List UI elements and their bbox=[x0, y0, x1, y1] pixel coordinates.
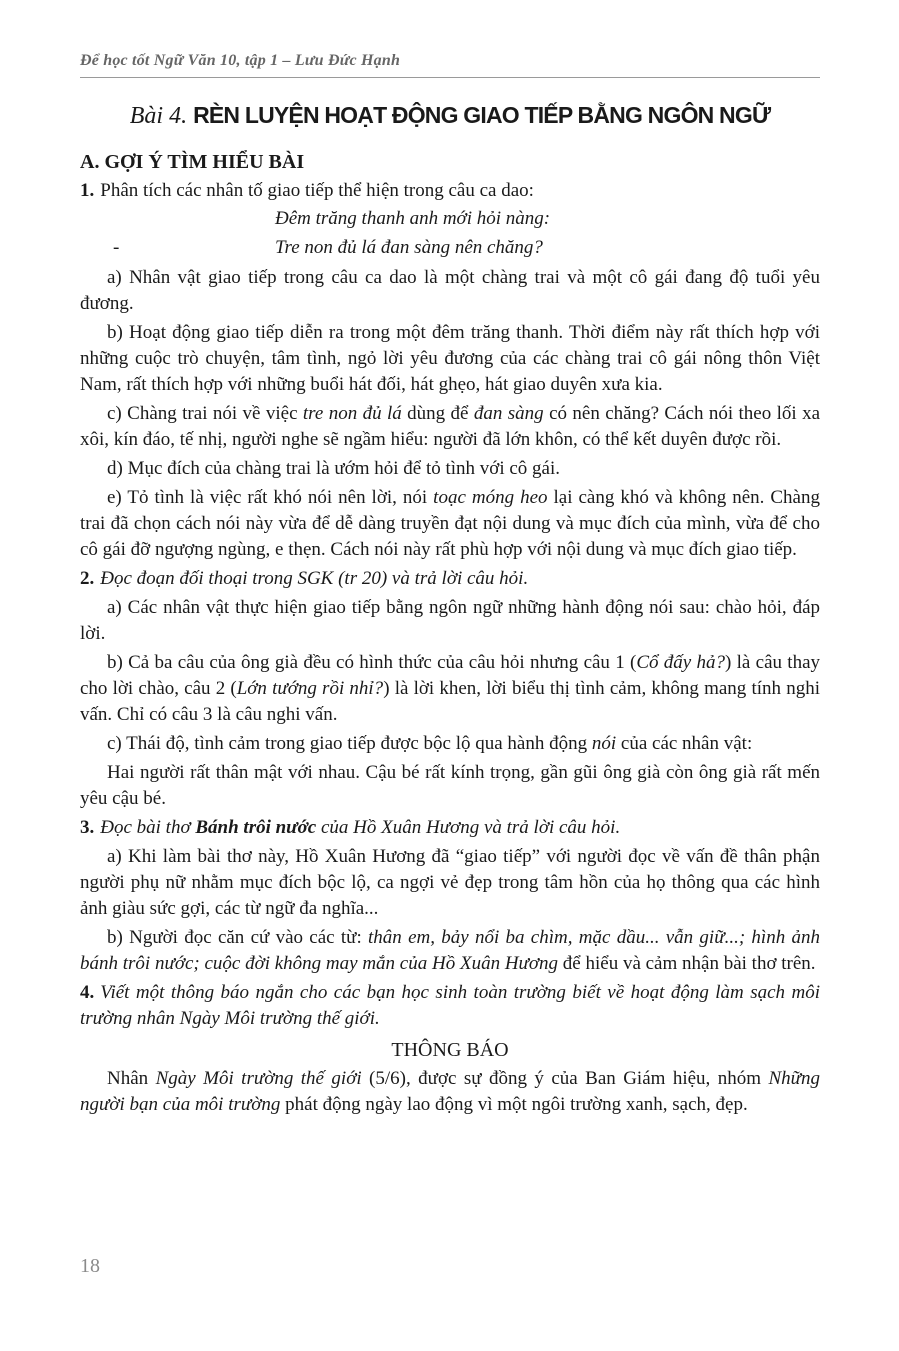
text-run: để hiểu và cảm nhận bài thơ trên. bbox=[558, 953, 816, 974]
question-number: 2. bbox=[80, 568, 95, 589]
text-run: có nên chăng? Cách nói theo lối xa xôi, kín đáo, tế nhị, người nghe sẽ ngầm hiểu: người đã lớn khôn, có thể kết duyên được rồi. bbox=[80, 403, 821, 450]
text-run: (5/6), được sự đồng ý của Ban Giám hiệu, nhóm bbox=[361, 1068, 769, 1089]
notice-body bbox=[80, 1066, 820, 1118]
text-run: b) Người đọc căn cứ vào các từ: bbox=[107, 927, 369, 948]
text-run: dùng để bbox=[401, 403, 474, 424]
text-run: của các nhân vật: bbox=[616, 733, 753, 754]
answer-1a: a) Nhân vật giao tiếp trong câu ca dao là một chàng trai và một cô gái đang độ tuổi yêu đương. bbox=[80, 267, 820, 314]
text-run: lại càng khó và không nên. Chàng trai đã chọn cách nói này vừa để dễ dàng truyền đạt nội dung và mục đích của mình, vừa để cho cô gái đỡ ngượng ngùng, e thẹn. Cách nói này rất phù hợp với nội dung và mục đích giao tiếp. bbox=[80, 487, 820, 560]
italic-run: toạc móng heo bbox=[433, 487, 548, 508]
question-prompt: Phân tích các nhân tố giao tiếp thể hiện trong câu ca dao: bbox=[100, 180, 534, 201]
answer-1b: b) Hoạt động giao tiếp diễn ra trong một đêm trăng thanh. Thời điểm này rất thích hợp với những cuộc trò chuyện, tâm tình, ngỏ lời yêu đương của các chàng trai cô gái nông thôn Việt Nam, rất thích hợp với những buổi hát đối, hát ghẹo, hát giao duyên xưa kia. bbox=[80, 322, 820, 395]
italic-run: đan sàng bbox=[473, 403, 544, 424]
notice-title: THÔNG BÁO bbox=[391, 1039, 509, 1061]
answer-2c bbox=[80, 731, 820, 757]
question-prompt: Viết một thông báo ngắn cho các bạn học sinh toàn trường biết về hoạt động làm sạch môi trường nhân Ngày Môi trường thế giới. bbox=[80, 982, 820, 1029]
page-content bbox=[80, 146, 820, 1118]
answer-1c bbox=[80, 401, 820, 453]
text-run: b) Cả ba câu của ông già đều có hình thức của câu hỏi nhưng câu 1 ( bbox=[107, 652, 637, 673]
question-2 bbox=[80, 566, 820, 592]
lesson-label: Bài 4. bbox=[129, 103, 188, 129]
answer-1e bbox=[80, 485, 820, 563]
poem-line-2-text: Tre non đủ lá đan sàng nên chăng? bbox=[275, 237, 543, 258]
text-run: ) là câu thay cho lời chào, câu 2 ( bbox=[80, 652, 821, 699]
lesson-name: RÈN LUYỆN HOẠT ĐỘNG GIAO TIẾP BẰNG NGÔN NGỮ bbox=[193, 102, 771, 128]
question-prompt: Đọc đoạn đối thoại trong SGK (tr 20) và trả lời câu hỏi. bbox=[100, 568, 529, 589]
text-run: phát động ngày lao động vì một ngôi trường xanh, sạch, đẹp. bbox=[280, 1094, 748, 1115]
italic-run: của Hồ Xuân Hương và trả lời câu hỏi. bbox=[316, 817, 621, 838]
answer-2c-detail: Hai người rất thân mật với nhau. Cậu bé rất kính trọng, gần gũi ông già còn ông già rất mến yêu cậu bé. bbox=[80, 762, 820, 809]
question-4 bbox=[80, 980, 820, 1032]
text-run: e) Tỏ tình là việc rất khó nói nên lời, nói bbox=[107, 487, 434, 508]
answer-2a: a) Các nhân vật thực hiện giao tiếp bằng ngôn ngữ những hành động nói sau: chào hỏi, đáp lời. bbox=[80, 597, 820, 644]
italic-run: thân em, bảy nổi ba chìm, mặc dầu... vẫn giữ...; hình ảnh bánh trôi nước; cuộc đời không may mắn của Hồ Xuân Hương bbox=[80, 927, 820, 974]
italic-run: Ngày Môi trường thế giới bbox=[155, 1068, 362, 1089]
question-3 bbox=[80, 815, 820, 841]
running-header: Để học tốt Ngữ Văn 10, tập 1 – Lưu Đức Hạnh bbox=[80, 52, 401, 69]
text-run: c) Thái độ, tình cảm trong giao tiếp được bộc lộ qua hành động bbox=[107, 733, 592, 754]
text-run: ) là lời khen, lời biểu thị tình cảm, không mang tính nghi vấn. Chỉ có câu 3 là câu nghi vấn. bbox=[80, 678, 820, 725]
question-number: 3. bbox=[80, 817, 95, 838]
italic-run: nói bbox=[591, 733, 617, 754]
poem-title: Bánh trôi nước bbox=[195, 817, 317, 838]
question-number: 1. bbox=[80, 180, 95, 201]
text-run: c) Chàng trai nói về việc bbox=[107, 403, 303, 424]
answer-3a: a) Khi làm bài thơ này, Hồ Xuân Hương đã “giao tiếp” với người đọc về vấn đề thân phận người phụ nữ nhằm mục đích bộc lộ, ca ngợi vẻ đẹp trong tâm hồn của họ thông qua các hình ảnh giàu sức gợi, các từ ngữ đa nghĩa... bbox=[80, 846, 820, 919]
header-divider bbox=[80, 77, 820, 78]
answer-3b bbox=[80, 925, 820, 977]
italic-run: tre non đủ lá bbox=[302, 403, 402, 424]
question-1 bbox=[80, 178, 820, 204]
italic-run: Những người bạn của môi trường bbox=[80, 1068, 820, 1115]
answer-2b bbox=[80, 650, 820, 728]
italic-run: Lớn tướng rồi nhỉ? bbox=[236, 678, 384, 699]
italic-run: Cổ đấy hả? bbox=[636, 652, 726, 673]
answer-1d: d) Mục đích của chàng trai là ướm hỏi để tỏ tình với cô gái. bbox=[107, 458, 561, 479]
lesson-title bbox=[80, 102, 820, 130]
section-heading: A. GỢI Ý TÌM HIỂU BÀI bbox=[80, 151, 305, 173]
italic-run: Đọc bài thơ bbox=[100, 817, 196, 838]
page-number: 18 bbox=[80, 1255, 100, 1277]
text-run: Nhân bbox=[107, 1068, 156, 1089]
question-number: 4. bbox=[80, 982, 95, 1003]
poem-line-2: - Tre non đủ lá đan sàng nên chăng? bbox=[113, 237, 543, 258]
poem-line-1: Đêm trăng thanh anh mới hỏi nàng: bbox=[275, 208, 551, 229]
